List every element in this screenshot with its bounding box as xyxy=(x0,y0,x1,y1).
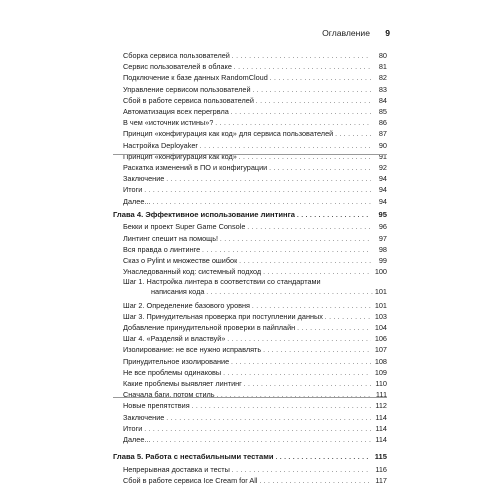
toc-entry-page: 100 xyxy=(374,267,387,277)
toc-entry-page: 86 xyxy=(378,118,387,128)
toc-entry[interactable] xyxy=(123,356,387,367)
toc-entry[interactable] xyxy=(123,128,387,139)
toc-entry-label: Шаг 1. Настройка линтера в соответствии со стандартами xyxy=(123,277,321,287)
toc-entry[interactable] xyxy=(123,277,387,298)
toc-entry-page: 82 xyxy=(378,73,387,83)
toc-entry-label: Заключение xyxy=(123,412,165,422)
toc-entry[interactable] xyxy=(123,423,387,434)
toc-entry[interactable] xyxy=(123,378,387,389)
toc-entry-label: Шаг 2. Определение базового уровня xyxy=(123,300,251,310)
toc-entry[interactable] xyxy=(123,221,387,232)
toc-entry-page: 114 xyxy=(375,412,387,422)
toc-entry-page: 116 xyxy=(375,464,387,474)
toc-entry-page: 103 xyxy=(374,311,387,321)
toc-entry-page: 95 xyxy=(378,209,387,219)
toc-entry-page: 114 xyxy=(375,423,387,433)
toc-entry[interactable] xyxy=(123,196,387,207)
toc-entry-label: В чем «источник истины»? xyxy=(123,118,214,128)
toc-entry-page: 107 xyxy=(374,345,387,355)
toc-entry-label: Вся правда о линтинге xyxy=(123,244,201,254)
toc-entry[interactable] xyxy=(123,400,387,411)
toc-entry[interactable] xyxy=(123,412,387,423)
toc-entry-label: Раскатка изменений в ПО и конфигурации xyxy=(123,163,268,172)
dot-leader xyxy=(297,211,371,222)
toc-entry-label: Сервис пользователей в облаке xyxy=(123,62,232,72)
running-header-title: Оглавление xyxy=(322,28,370,38)
toc-entry[interactable] xyxy=(123,344,387,355)
toc-entry-page: 90 xyxy=(378,140,387,150)
toc-entry-label: Сбой в работе сервиса Ice Cream for All xyxy=(123,475,258,485)
toc-entry[interactable] xyxy=(123,266,387,277)
toc-entry[interactable] xyxy=(123,106,387,117)
dot-leader xyxy=(152,436,371,447)
toc-entry-page: 83 xyxy=(378,84,387,94)
toc-chapter-entry[interactable] xyxy=(113,209,387,220)
toc-entry-page: 101 xyxy=(374,287,387,297)
toc-entry-page: 87 xyxy=(378,129,387,139)
toc-entry-page: 115 xyxy=(374,452,387,461)
toc-entry[interactable] xyxy=(123,140,387,151)
toc-entry-label: Глава 5. Работа с нестабильными тестами xyxy=(113,452,274,461)
toc-entry[interactable] xyxy=(123,117,387,128)
toc-entry[interactable] xyxy=(123,389,387,400)
toc-entry-page: 108 xyxy=(374,356,387,366)
toc-entry-label: Принцип «конфигурация как код» xyxy=(123,151,237,161)
toc-entry-page: 112 xyxy=(375,401,387,411)
dot-leader xyxy=(152,198,371,209)
toc-entry-label: Заключение xyxy=(123,174,165,184)
toc-entry-page: 109 xyxy=(374,367,387,377)
toc-entry-label: Сбой в работе сервиса пользователей xyxy=(123,95,254,105)
toc-entry[interactable] xyxy=(123,311,387,322)
toc-entry-label: Бекки и проект Super Game Console xyxy=(123,222,246,232)
toc-entry-label: Непрерывная доставка и тесты xyxy=(123,464,230,474)
toc-entry[interactable] xyxy=(123,244,387,255)
toc-entry-page: 111 xyxy=(375,390,387,400)
chapter-separator xyxy=(113,154,387,155)
toc-entry-label: Принцип «конфигурация как код» для сервиса пользователей xyxy=(123,129,334,139)
toc-entry-label: Автоматизация всех перегрвла xyxy=(123,107,229,116)
toc-entry-page: 97 xyxy=(378,233,387,243)
toc-entry[interactable] xyxy=(123,322,387,333)
toc-entry-label: Управление сервисом пользователей xyxy=(123,84,251,94)
toc-entry[interactable] xyxy=(123,95,387,106)
toc-entry[interactable] xyxy=(123,367,387,378)
toc-entry[interactable] xyxy=(123,84,387,95)
toc-entry-page: 117 xyxy=(375,475,387,485)
toc-entry-page: 110 xyxy=(375,378,387,388)
toc-entry-label: Принудительное изолирование xyxy=(123,356,230,366)
toc-entry[interactable] xyxy=(123,434,387,445)
toc-entry-label: Далее... xyxy=(123,434,151,444)
toc-entry-page: 98 xyxy=(378,244,387,254)
toc-entry-label: Итоги xyxy=(123,423,143,433)
toc-entry-page: 85 xyxy=(378,107,387,116)
toc-entry[interactable] xyxy=(123,61,387,72)
toc-entry[interactable] xyxy=(123,464,387,475)
toc-entry[interactable] xyxy=(123,184,387,195)
toc-entry-page: 91 xyxy=(378,151,387,161)
toc-entry-page: 94 xyxy=(378,196,387,206)
toc-entry-page: 101 xyxy=(374,300,387,310)
toc-entry-label: Не все проблемы одинаковы xyxy=(123,367,222,377)
toc-entry-page: 84 xyxy=(378,95,387,105)
dot-leader xyxy=(259,477,371,488)
toc-entry-page: 106 xyxy=(374,334,387,344)
toc-entry-label: Унаследованный код: системный подход xyxy=(123,267,262,277)
toc-entry-label: Шаг 4. «Разделяй и властвуй» xyxy=(123,334,226,344)
toc-entry-label: Шаг 3. Принудительная проверка при поступлении данных xyxy=(123,311,323,321)
toc-entry-label: Новые препятствия xyxy=(123,401,190,411)
toc-entry[interactable] xyxy=(123,173,387,184)
dot-leader xyxy=(206,288,372,298)
running-header-page-number: 9 xyxy=(385,28,390,38)
toc-entry-label: Настройка Deployaker xyxy=(123,140,198,150)
toc-entry[interactable] xyxy=(123,475,387,486)
toc-entry-page: 96 xyxy=(378,222,387,232)
toc-entry-page: 94 xyxy=(378,174,387,184)
toc-entry-label-continued: написания кода xyxy=(151,287,205,297)
toc-entry-page: 92 xyxy=(378,163,387,172)
toc-chapter-entry[interactable] xyxy=(113,451,387,462)
toc-entry[interactable] xyxy=(123,333,387,344)
dot-leader xyxy=(276,453,371,464)
toc-entry-label: Линтинг спешит на помощь! xyxy=(123,233,219,243)
toc-entry[interactable] xyxy=(123,162,387,173)
toc-entry-label: Добавление принудительной проверки в пайплайн xyxy=(123,322,296,332)
chapter-separator xyxy=(113,397,387,398)
toc-entry-label: Какие проблемы выявляет линтинг xyxy=(123,378,242,388)
toc-entry-label: Подключение к базе данных RandomCloud xyxy=(123,73,268,83)
toc-entry-page: 81 xyxy=(378,62,387,72)
toc-entry-label: Изолирование: не все нужно исправлять xyxy=(123,345,262,355)
toc-entry[interactable] xyxy=(123,151,387,162)
toc-entry-page: 99 xyxy=(378,255,387,265)
toc-entry-label: Сначала баги, потом стиль xyxy=(123,390,215,400)
page-header xyxy=(0,28,500,42)
toc-entry-page: 80 xyxy=(378,51,387,60)
toc-entry[interactable] xyxy=(123,255,387,266)
toc-entry-label: Итоги xyxy=(123,185,143,195)
toc-entry-label: Сборка сервиса пользователей xyxy=(123,51,230,60)
toc-entry-label: Сказ о Pylint и множестве ошибок xyxy=(123,255,238,265)
toc-entry-label: Глава 4. Эффективное использование линтинга xyxy=(113,209,296,219)
toc-entry[interactable] xyxy=(123,50,387,61)
toc-entry[interactable] xyxy=(123,72,387,83)
toc-entry[interactable] xyxy=(123,233,387,244)
toc-entry-page: 94 xyxy=(378,185,387,195)
toc-entry[interactable] xyxy=(123,300,387,311)
toc-entry-label: Далее... xyxy=(123,196,151,206)
toc-entry-page: 114 xyxy=(375,434,387,444)
toc-entry-page: 104 xyxy=(374,322,387,332)
